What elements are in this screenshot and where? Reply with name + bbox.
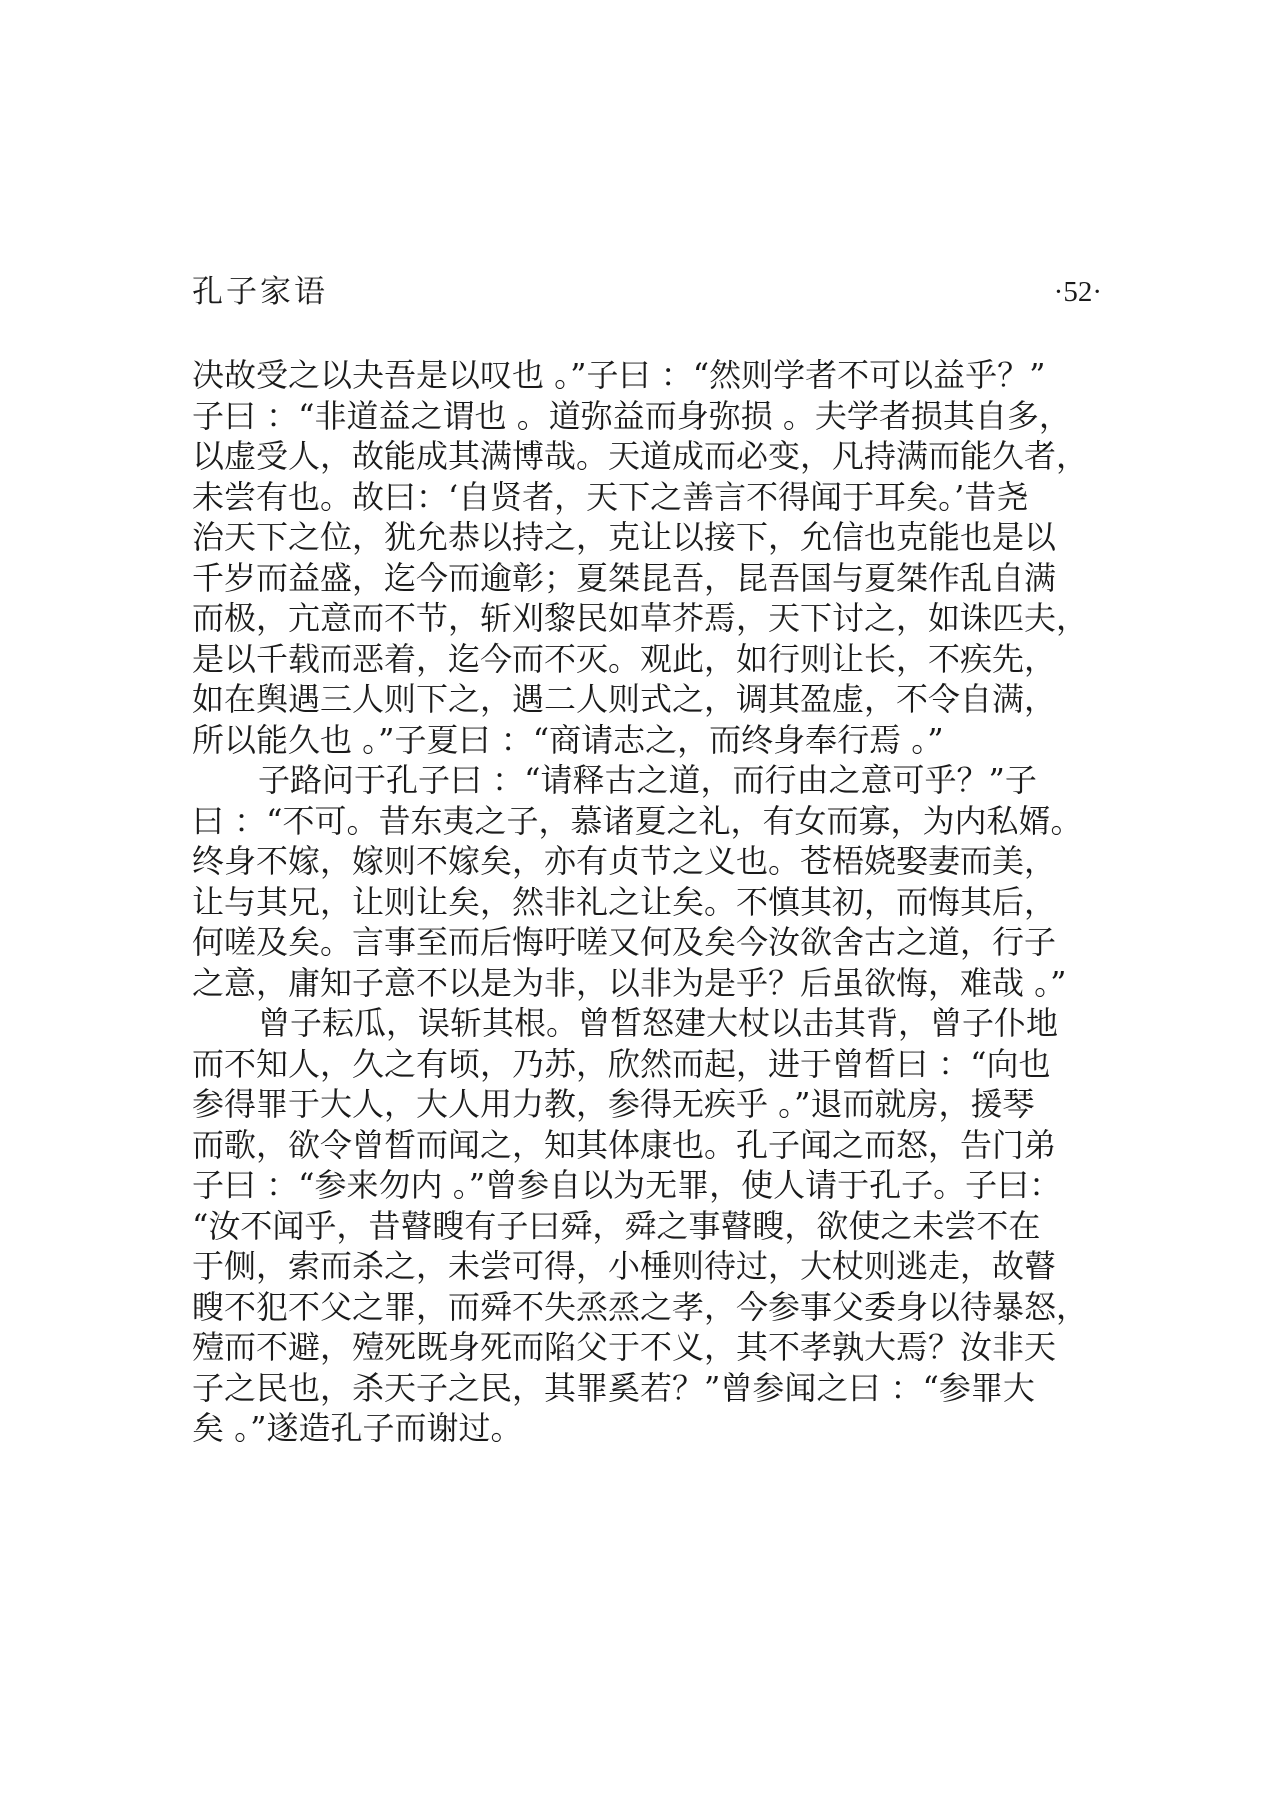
text-line: 子曰 ：“非道益之谓也 。道弥益而身弥损 。夫学者损其自多， <box>192 396 1071 435</box>
text-line: 之意，庸知子意不以是为非，以非为是乎？后虽欲悔，难哉 。” <box>192 963 1067 1002</box>
text-line: 矣 。”遂造孔子而谢过。 <box>192 1409 523 1447</box>
text-line: 终身不嫁，嫁则不嫁矣，亦有贞节之义也。苍梧娆娶妻而美， <box>192 842 1057 880</box>
text-line: 治天下之位，犹允恭以持之，克让以接下，允信也克能也是以 <box>192 518 1057 556</box>
paragraph-start-line: 子路问于孔子曰 ：“请释古之道，而行由之意可乎？”子 <box>258 761 1037 799</box>
paragraph-start-line: 曾子耘瓜，误斩其根。曾晳怒建大杖以击其背，曾子仆地 <box>258 1004 1059 1042</box>
text-line: 所以能久也 。”子夏曰 ：“商请志之，而终身奉行焉 。” <box>192 720 944 759</box>
body-text <box>192 355 1112 1449</box>
text-line: 何嗟及矣。言事至而后悔吁嗟又何及矣今汝欲舍古之道，行子 <box>192 923 1057 961</box>
text-line: 于侧，索而杀之，未尝可得，小棰则待过，大杖则逃走，故瞽 <box>192 1247 1057 1285</box>
book-title: 孔子家语 <box>192 274 328 310</box>
text-line: 如在舆遇三人则下之，遇二人则式之，调其盈虚，不令自满， <box>192 680 1057 718</box>
text-line: 而极，亢意而不节，斩刈黎民如草芥焉，天下讨之，如诛匹夫， <box>192 599 1089 637</box>
text-line: 以虚受人，故能成其满博哉。天道成而必变，凡持满而能久者， <box>192 437 1089 475</box>
text-line: 而歌，欲令曾晳而闻之，知其体康也。孔子闻之而怒，告门弟 <box>192 1125 1057 1164</box>
page-header <box>192 270 1102 314</box>
text-line: 曰 ：“不可。昔东夷之子，慕诸夏之礼，有女而寡，为内私婿。 <box>192 801 1083 840</box>
text-line: 千岁而益盛，迄今而逾彰；夏桀昆吾，昆吾国与夏桀作乱自满 <box>192 558 1057 597</box>
page-number: ·52· <box>1053 276 1102 308</box>
text-line: “汝不闻乎，昔瞽瞍有子曰舜，舜之事瞽瞍，欲使之未尝不在 <box>192 1206 1041 1245</box>
text-line: 未尝有也。故曰：‘自贤者，天下之善言不得闻于耳矣。’昔尧 <box>192 477 1029 516</box>
text-line: 参得罪于大人，大人用力教，参得无疾乎 。”退而就房，援琴 <box>192 1085 1035 1123</box>
text-line: 让与其兄，让则让矣，然非礼之让矣。不慎其初，而悔其后， <box>192 882 1057 921</box>
text-line: 子之民也，杀天子之民，其罪奚若？”曾参闻之曰 ：“参罪大 <box>192 1368 1035 1407</box>
text-line: 瞍不犯不父之罪，而舜不失烝烝之孝，今参事父委身以待暴怒， <box>192 1287 1089 1326</box>
text-line: 而不知人，久之有顷，乃苏，欣然而起，进于曾晳曰 ：“向也 <box>192 1044 1051 1083</box>
text-line: 是以千载而恶着，迄今而不灭。观此，如行则让长，不疾先， <box>192 639 1057 678</box>
text-line: 决故受之以夬吾是以叹也 。”子曰 ：“然则学者不可以益乎？” <box>192 356 1046 394</box>
text-line: 殪而不避，殪死既身死而陷父于不义，其不孝孰大焉？汝非天 <box>192 1328 1057 1366</box>
text-line: 子曰 ：“参来勿内 。”曾参自以为无罪，使人请于孔子。子曰： <box>192 1166 1062 1204</box>
